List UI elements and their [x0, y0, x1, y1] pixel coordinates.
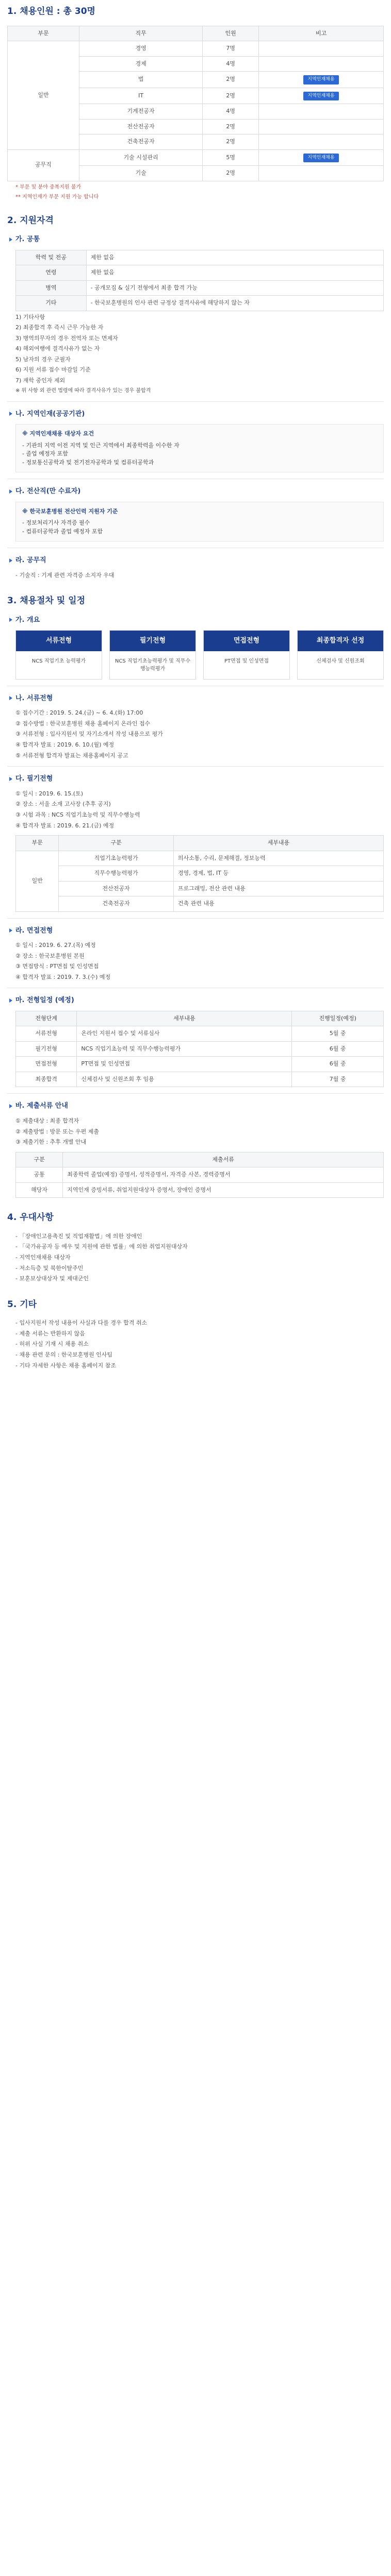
cell: 6월 중: [292, 1041, 384, 1057]
th: 세부내용: [77, 1011, 292, 1026]
line: - 기술직 : 기계 관련 자격증 소지자 우대: [15, 571, 115, 579]
recruit-table: [7, 26, 384, 181]
table-row: [16, 881, 384, 896]
key: 기타: [16, 296, 87, 311]
table-row: [16, 896, 384, 912]
count: 4명: [203, 104, 259, 120]
line: ④ 합격자 발표 : 2019. 7. 3.(수) 예정: [15, 973, 111, 980]
subsection-title: [9, 615, 384, 625]
note: [258, 88, 383, 104]
written-table: [15, 835, 384, 912]
job: 경영: [79, 41, 202, 57]
th: 구분: [59, 836, 173, 851]
th: 부문: [16, 836, 59, 851]
subsection-title: [9, 995, 384, 1006]
cond: 3) 병역의무자의 경우 전역자 또는 면제자: [15, 334, 118, 342]
label: 다. 전산직(만 수료자): [15, 487, 81, 496]
cell: 최종합격: [16, 1072, 77, 1087]
step-desc: PT면접 및 인성면접: [224, 658, 269, 664]
table-row: [16, 1167, 384, 1183]
value: - 한국보훈병원의 인사 관련 규정상 결격사유에 해당하지 않는 자: [86, 296, 383, 311]
cell: NCS 직업기초능력 및 직무수행능력평가: [77, 1041, 292, 1057]
line: - 졸업 예정자 포함: [22, 450, 68, 457]
table-row: [16, 1041, 384, 1057]
table-row: [8, 149, 384, 166]
th-job: 직무: [79, 26, 202, 41]
line: ④ 합격자 발표 : 2019. 6. 21.(금) 예정: [15, 822, 115, 829]
job: 경제: [79, 56, 202, 72]
line: ③ 시험 과목 : NCS 직업기초능력 및 직무수행능력: [15, 811, 140, 818]
table-row: [16, 296, 384, 311]
subsection-title: [9, 555, 384, 566]
step-title: 면접전형: [204, 631, 289, 651]
info-box: [15, 424, 384, 472]
process-step: [109, 630, 196, 680]
count: 2명: [203, 88, 259, 104]
line: ① 제출대상 : 최종 합격자: [15, 1117, 79, 1124]
cond: 7) 재학 중인자 제외: [15, 377, 66, 384]
bullet-icon: [9, 412, 12, 416]
cell: 경영, 경제, 법, IT 등: [173, 866, 383, 882]
line: - 기타 자세한 사항은 채용 홈페이지 참조: [15, 1362, 116, 1369]
line: - 입사지원서 작성 내용이 사실과 다를 경우 합격 취소: [15, 1319, 148, 1327]
note: [258, 134, 383, 150]
subsection-title: [9, 486, 384, 497]
line: ① 일시 : 2019. 6. 27.(목) 예정: [15, 942, 96, 949]
table-row: [16, 250, 384, 265]
th-section: 부문: [8, 26, 79, 41]
line: ③ 서류전형 : 입사지원서 및 자기소개서 작성 내용으로 평가: [15, 731, 163, 738]
header-row: [16, 836, 384, 851]
line: - 「장애인고용촉진 및 직업재활법」에 의한 장애인: [15, 1232, 142, 1240]
value: 제한 없음: [86, 265, 383, 281]
cell: 직무수행능력평가: [59, 866, 173, 882]
cell: 건축전공자: [59, 896, 173, 912]
process-step: [15, 630, 102, 680]
cell: 해당자: [16, 1182, 63, 1198]
cell: 최종학력 졸업(예정) 증명서, 성적증명서, 자격증 사본, 경력증명서: [63, 1167, 384, 1183]
job: 기술: [79, 166, 202, 181]
table-row: [8, 41, 384, 57]
cell: 온라인 지원서 접수 및 서류심사: [77, 1026, 292, 1042]
title: 1. 채용인원 : 총 30명: [7, 6, 95, 16]
section-title: 5. 기타: [7, 1299, 37, 1310]
table-row: [16, 1026, 384, 1042]
key: 병역: [16, 280, 87, 296]
cell: 지역인재 증빙서류, 취업지원대상자 증명서, 장애인 증명서: [63, 1182, 384, 1198]
step-title: 최종합격자 선정: [298, 631, 383, 651]
label: 라. 면접전형: [15, 926, 53, 935]
cell: 필기전형: [16, 1041, 77, 1057]
subsection-title: [9, 693, 384, 704]
line: ② 장소 : 서울 소재 고사장 (추후 공지): [15, 801, 111, 808]
box-title: ※ 한국보훈병원 전산인력 지원자 기준: [22, 507, 118, 515]
note: [258, 149, 383, 166]
cond: 6) 지원 서류 접수 마감일 기준: [15, 366, 91, 374]
process-step: [203, 630, 290, 680]
cell: 6월 중: [292, 1057, 384, 1072]
header-row: [16, 1152, 384, 1167]
cell: 직업기초능력평가: [59, 851, 173, 866]
line: ② 제출방법 : 방문 또는 우편 제출: [15, 1128, 100, 1135]
section: 일반: [8, 41, 79, 150]
bullet-icon: [9, 238, 12, 242]
line: ③ 제출기한 : 추후 개별 안내: [15, 1139, 87, 1146]
key: 연령: [16, 265, 87, 281]
section: 공무직: [8, 149, 79, 181]
line: - 기관의 지역 이전 지역 및 인근 지역에서 최종학력을 이수한 자: [22, 442, 180, 449]
process-flow: [15, 630, 384, 680]
line: ① 일시 : 2019. 6. 15.(토): [15, 790, 83, 797]
label: 라. 공무직: [15, 556, 46, 565]
count: 4명: [203, 56, 259, 72]
job: 기술 시설관리: [79, 149, 202, 166]
job: 법: [79, 72, 202, 88]
line: ① 접수기간 : 2019. 5. 24.(금) ~ 6. 4.(화) 17:00: [15, 709, 143, 717]
bullet-icon: [9, 696, 12, 700]
line: - 컴퓨터공학과 졸업 예정자 포함: [22, 528, 103, 535]
table-row: [16, 1057, 384, 1072]
info-box: [15, 502, 384, 542]
count: 2명: [203, 134, 259, 150]
table-row: [16, 1182, 384, 1198]
cell: 건축 관련 내용: [173, 896, 383, 912]
label: 나. 서류전형: [15, 694, 53, 702]
line: - 제출 서류는 반환하지 않음: [15, 1330, 85, 1337]
line: ③ 면접방식 : PT면접 및 인성면접: [15, 963, 99, 970]
subsection-title: [9, 1101, 384, 1111]
label: 가. 개요: [15, 616, 40, 624]
step-desc: 신체검사 및 신원조회: [316, 658, 365, 664]
bullet-icon: [9, 618, 12, 622]
note-badge: 지역인재채용: [303, 92, 338, 101]
cell: 서류전형: [16, 1026, 77, 1042]
subsection-title: [9, 234, 384, 245]
cell: PT면접 및 인성면접: [77, 1057, 292, 1072]
bullet-icon: [9, 928, 12, 933]
bullet-icon: [9, 558, 12, 563]
step-title: 서류전형: [16, 631, 102, 651]
cond: 4) 해외여행에 결격사유가 없는 자: [15, 345, 100, 352]
job: IT: [79, 88, 202, 104]
line: ② 장소 : 한국보훈병원 본원: [15, 952, 85, 959]
cond: 2) 최종합격 후 즉시 근무 가능한 자: [15, 324, 104, 331]
value: 제한 없음: [86, 250, 383, 265]
line: - 보훈보상대상자 및 제대군인: [15, 1275, 89, 1282]
step-desc: NCS 직업기초 능력평가: [31, 658, 86, 664]
count: 2명: [203, 72, 259, 88]
th: 전형단계: [16, 1011, 77, 1026]
step-title: 필기전형: [110, 631, 196, 651]
bullet-icon: [9, 998, 12, 1003]
label: 가. 공통: [15, 235, 40, 243]
value: - 공개모집 & 실기 전형에서 최종 합격 가능: [86, 280, 383, 296]
line: - 「국가유공자 등 예우 및 지원에 관한 법률」에 의한 취업지원대상자: [15, 1243, 188, 1250]
line: - 지역인재채용 대상자: [15, 1253, 71, 1261]
cond: 5) 남자의 경우 군필자: [15, 355, 71, 363]
line: - 허위 사실 기재 시 채용 취소: [15, 1341, 89, 1348]
th: 구분: [16, 1152, 63, 1167]
count: 5명: [203, 149, 259, 166]
count: 2명: [203, 166, 259, 181]
table-row: [16, 280, 384, 296]
process-step: [297, 630, 384, 680]
note: [258, 72, 383, 88]
cell: 신체검사 및 신원조회 후 임용: [77, 1072, 292, 1087]
th: 세부내용: [173, 836, 383, 851]
th: 진행일정(예정): [292, 1011, 384, 1026]
note: ※ 위 사항 외 관련 법령에 따라 결격사유가 있는 경우 불합격: [15, 387, 151, 394]
cell: 7월 중: [292, 1072, 384, 1087]
note: [258, 41, 383, 57]
recruit-header: [8, 26, 384, 41]
job: 전산전공자: [79, 119, 202, 134]
cell: 면접전형: [16, 1057, 77, 1072]
note-badge: 지역인재채용: [303, 154, 338, 163]
subsection-title: [9, 409, 384, 419]
th-note: 비고: [258, 26, 383, 41]
key: 학력 및 전공: [16, 250, 87, 265]
line: ② 접수방법 : 한국보훈병원 채용 홈페이지 온라인 접수: [15, 720, 151, 727]
note: [258, 104, 383, 120]
section-title: 2. 지원자격: [7, 215, 54, 226]
th-count: 인원: [203, 26, 259, 41]
qual-table: [15, 250, 384, 311]
docs-table: [15, 1152, 384, 1198]
note-2: ** 지역인재가 부문 지원 가능 합니다: [15, 194, 99, 200]
count: 7명: [203, 41, 259, 57]
cell: 공통: [16, 1167, 63, 1183]
note: [258, 119, 383, 134]
line: ⑤ 서류전형 합격자 발표는 채용홈페이지 공고: [15, 752, 128, 759]
count: 2명: [203, 119, 259, 134]
table-row: [16, 265, 384, 281]
label: 바. 제출서류 안내: [15, 1102, 68, 1110]
cell: 일반: [16, 851, 59, 911]
table-row: [16, 1072, 384, 1087]
line: - 정보처리기사 자격증 필수: [22, 519, 90, 527]
line: - 채용 관련 문의 : 한국보훈병원 인사팀: [15, 1351, 113, 1358]
label: 다. 필기전형: [15, 775, 53, 783]
table-row: [16, 851, 384, 866]
label: 마. 전형일정 (예정): [15, 996, 74, 1005]
cell: 프로그래밍, 전산 관련 내용: [173, 881, 383, 896]
cond: 1) 기타사항: [15, 313, 45, 320]
line: - 정보통신공학과 및 전기전자공학과 및 컴퓨터공학과: [22, 459, 154, 466]
cell: 의사소통, 수리, 문제해결, 정보능력: [173, 851, 383, 866]
job: 건축전공자: [79, 134, 202, 150]
box-title: ※ 지역인재채용 대상자 요건: [22, 430, 94, 437]
line: ④ 합격자 발표 : 2019. 6. 10.(월) 예정: [15, 741, 115, 749]
section-title: 4. 우대사항: [7, 1212, 54, 1223]
note: [258, 166, 383, 181]
bullet-icon: [9, 1104, 12, 1108]
header-row: [16, 1011, 384, 1026]
subsection-title: [9, 774, 384, 784]
step-desc: NCS 직업기초능력평가 및 직무수행능력평가: [115, 658, 191, 672]
subsection-title: [9, 926, 384, 936]
schedule-table: [15, 1011, 384, 1088]
table-row: [16, 866, 384, 882]
page: [0, 5, 391, 2576]
th: 제출서류: [63, 1152, 384, 1167]
bullet-icon: [9, 777, 12, 781]
line: - 저소득층 및 북한이탈주민: [15, 1264, 84, 1272]
cell: 5월 중: [292, 1026, 384, 1042]
cell: 전산전공자: [59, 881, 173, 896]
note-1: * 부문 및 분야 중복지원 불가: [15, 184, 82, 190]
bullet-icon: [9, 489, 12, 494]
section-title: 3. 채용절차 및 일정: [7, 596, 85, 606]
job: 기계전공자: [79, 104, 202, 120]
note: [258, 56, 383, 72]
note-badge: 지역인재채용: [303, 75, 338, 84]
label: 나. 지역인재(공공기관): [15, 410, 85, 418]
